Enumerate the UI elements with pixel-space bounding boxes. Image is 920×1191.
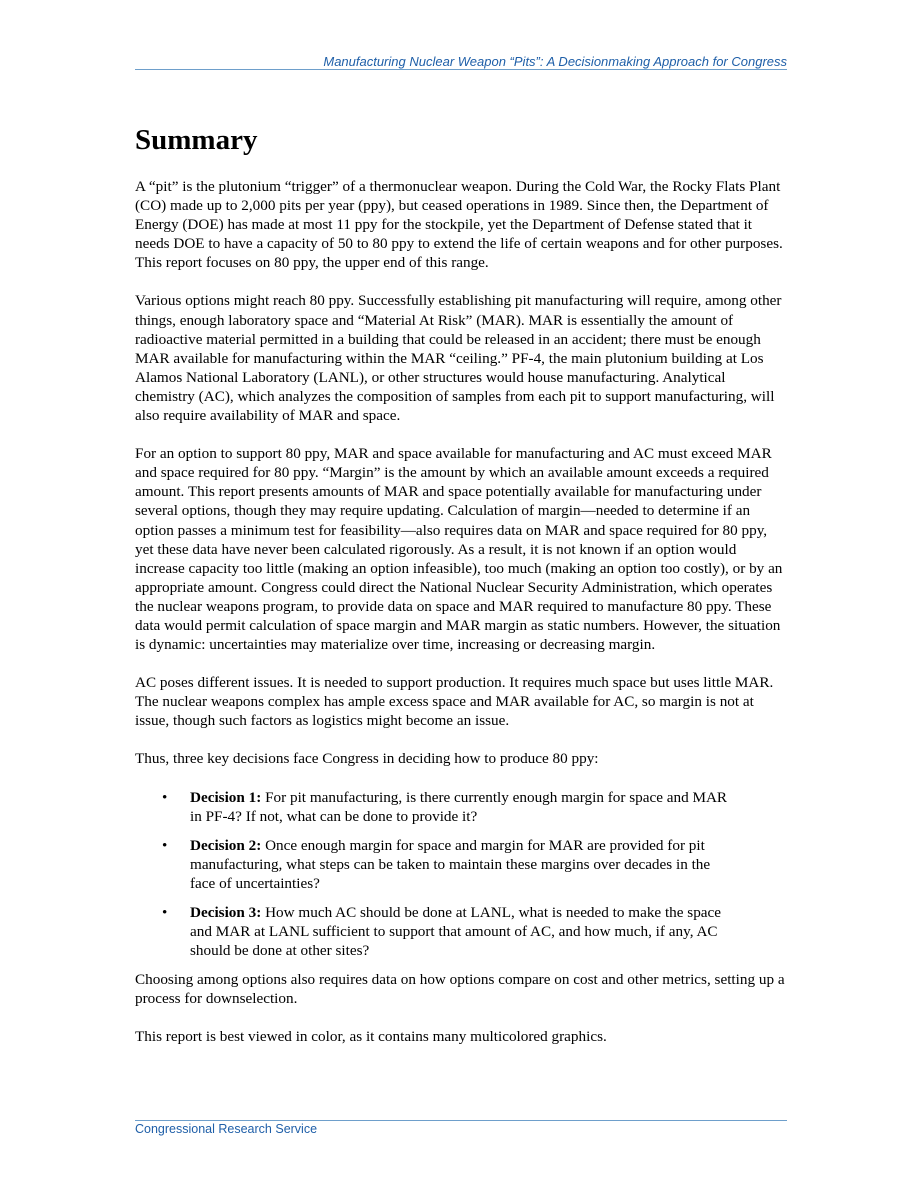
bullet-icon: •: [162, 904, 168, 921]
decision-text: Once enough margin for space and margin for MAR are provided for pit manufacturing, what steps can be taken to maintain these margins over decades in the face of uncertainties?: [190, 836, 711, 892]
decision-label: Decision 1:: [190, 788, 262, 806]
decision-list: [135, 788, 787, 961]
paragraph: Choosing among options also requires data on how options compare on cost and other metrics, setting up a process for downselection.: [135, 971, 785, 1008]
bullet-icon: •: [162, 836, 168, 854]
list-item: [135, 836, 787, 893]
list-item: [135, 903, 787, 960]
decision-label: Decision 3:: [190, 904, 262, 921]
page-title: Summary: [135, 124, 258, 156]
body-text: [135, 177, 787, 1066]
header-rule: [135, 69, 787, 70]
paragraph: This report is best viewed in color, as it contains many multicolored graphics.: [135, 1028, 607, 1046]
footer-rule: [135, 1120, 787, 1121]
bullet-icon: •: [162, 788, 168, 806]
paragraph: Various options might reach 80 ppy. Successfully establishing pit manufacturing will require, among other things, enough laboratory space and “Material At Risk” (MAR). MAR is essentially the amount of radioactive material permitted in a building that could be released in an accident; there must be enough MAR available for manufacturing within the MAR “ceiling.” PF-4, the main plutonium building at Los Alamos National Laboratory (LANL), or other structures would house manufacturing. Analytical chemistry (AC), which analyzes the composition of samples from each pit to support manufacturing, will also require availability of MAR and space.: [135, 292, 782, 425]
paragraph: AC poses different issues. It is needed to support production. It requires much space but uses little MAR. The nuclear weapons complex has ample excess space and MAR available for AC, so margin is not at issue, though such factors as logistics might become an issue.: [135, 674, 774, 730]
list-item: [135, 788, 787, 826]
paragraph: A “pit” is the plutonium “trigger” of a thermonuclear weapon. During the Cold War, the Rocky Flats Plant (CO) made up to 2,000 pits per year (ppy), but ceased operations in 1989. Since then, the Department of Energy (DOE) has made at most 11 ppy for the stockpile, yet the Department of Defense stated that it needs DOE to have a capacity of 50 to 80 ppy to extend the life of certain weapons and for other purposes. This report focuses on 80 ppy, the upper end of this range.: [135, 178, 783, 272]
footer-source: Congressional Research Service: [135, 1122, 318, 1136]
running-header: Manufacturing Nuclear Weapon “Pits”: A Decisionmaking Approach for Congress: [323, 54, 787, 69]
paragraph: For an option to support 80 ppy, MAR and space available for manufacturing and AC must exceed MAR and space required for 80 ppy. “Margin” is the amount by which an available amount exceeds a required amount. This report presents amounts of MAR and space potentially available for manufacturing under several options, though they may require updating. Calculation of margin—needed to determine if an option passes a minimum test for feasibility—also requires data on MAR and space required for 80 ppy, yet these data have never been calculated rigorously. As a result, it is not known if an option would increase capacity too little (making an option infeasible), too much (making an option too costly), or by an appropriate amount. Congress could direct the National Nuclear Security Administration, which operates the nuclear weapons program, to provide data on space and MAR required to manufacture 80 ppy. These data would permit calculation of space margin and MAR margin as static numbers. However, the situation is dynamic: uncertainties may materialize over time, increasing or decreasing margin.: [135, 445, 783, 654]
paragraph: Thus, three key decisions face Congress in deciding how to produce 80 ppy:: [135, 750, 599, 768]
decision-label: Decision 2:: [190, 836, 262, 854]
decision-text: For pit manufacturing, is there currently enough margin for space and MAR in PF-4? If not, what can be done to provide it?: [190, 788, 728, 825]
decision-text: How much AC should be done at LANL, what is needed to make the space and MAR at LANL sufficient to support that amount of AC, and how much, if any, AC should be done at other sites?: [190, 904, 722, 960]
